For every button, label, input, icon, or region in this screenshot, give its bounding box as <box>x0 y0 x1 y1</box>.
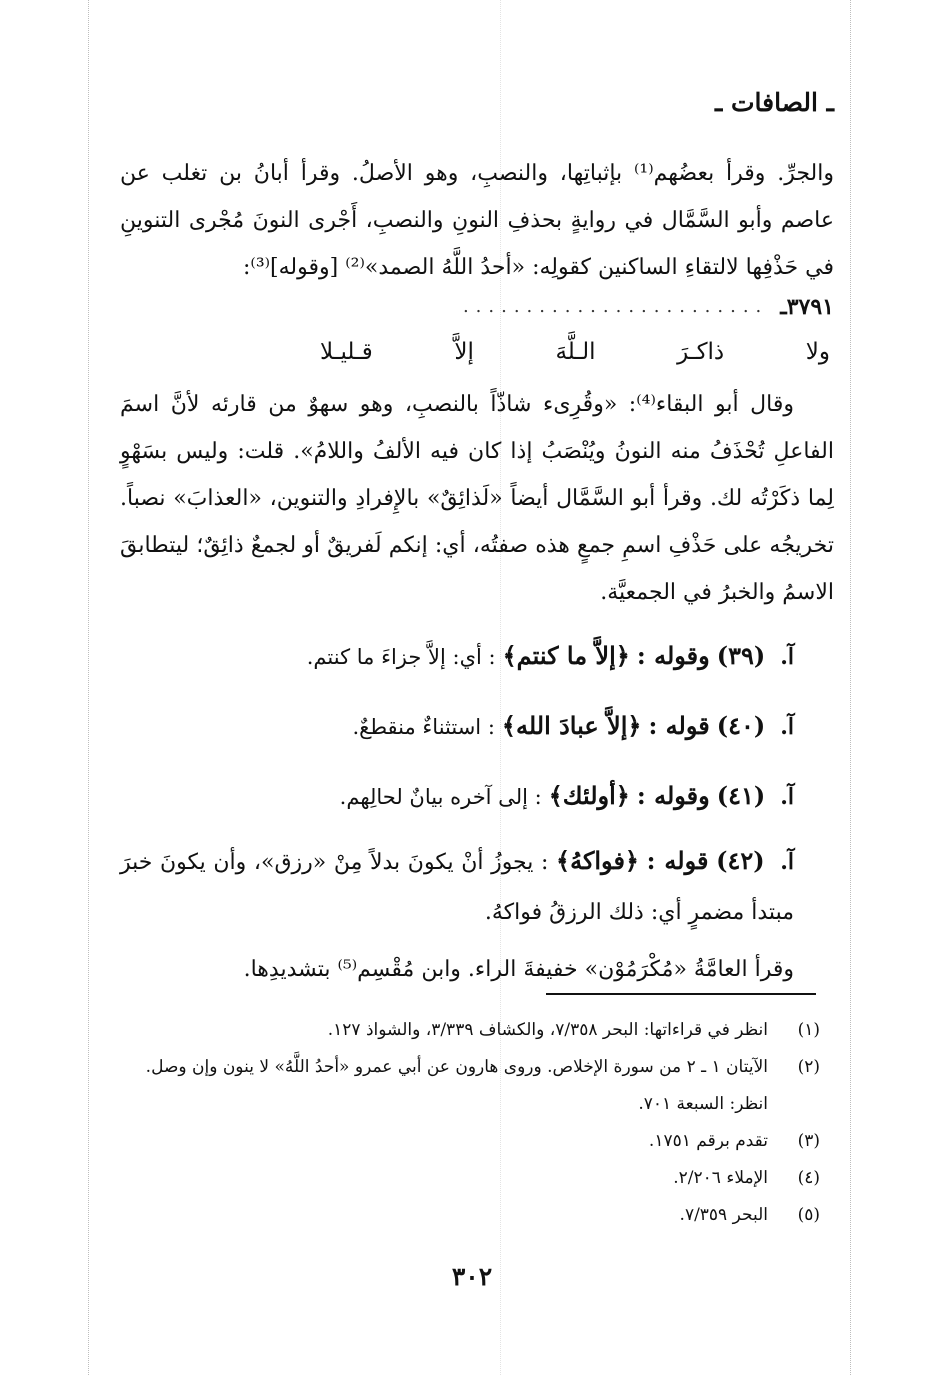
poetry-verse <box>120 323 834 381</box>
verse-word: ولا <box>805 339 830 365</box>
ayah-mark: آ. <box>780 784 794 810</box>
ayah-number: (٣٩) <box>716 641 766 670</box>
footnote <box>120 1197 820 1234</box>
ayah-mark: آ. <box>780 714 794 740</box>
ayah-label: وقوله : <box>636 641 710 670</box>
footnote-divider <box>546 993 816 995</box>
margin-guide-left <box>88 0 89 1375</box>
footnote <box>120 1160 820 1197</box>
verse-word: إلاَّ <box>454 339 474 365</box>
paragraph-2: وقال أبو البقاء⁽⁴⁾: «وقُرِىء شاذّاً بالنصبِ، وهو سهوٌ من قارئه لأنَّ اسمَ الفاعلِ تُحْذَفُ منه النونُ ويُنْصَبُ إذا كان فيه الألفُ واللامُ». قلت: وليس بسَهْوٍ لِما ذكَرْتُه لك. وقرأ أبو السَّمَّال أيضاً «لَذائِقٌ» بالإِفرادِ والتنوين، «العذابَ» نصباً. تخريجُه على حَذْفِ اسمِ جمعٍ هذه صفتُه، أي: إنكم لَفريقٌ أو لجمعٌ ذائِقٌ؛ ليتطابقَ الاسمُ والخبرُ في الجمعيَّة. <box>120 392 834 605</box>
footnote-number: (٢) <box>797 1057 820 1077</box>
verse-word: قـليـلا <box>320 339 373 365</box>
page-number: ٣٠٢ <box>451 1262 493 1291</box>
footnote <box>120 1012 820 1049</box>
paragraph-3: وقرأ العامَّةُ «مُكْرَمُوْن» خفيفةَ الراء. وابن مُقْسِم⁽⁵⁾ بتشديدِها. <box>243 957 794 982</box>
footnote-text: انظر في قراءاتها: البحر ٧/٣٥٨، والكشاف ٣/٣٣٩، والشواذ ١٢٧. <box>327 1020 768 1040</box>
ayah-explanation: : يجوزُ أنْ يكونَ بدلاً مِنْ «رزق»، وأن يكونَ خبرَ مبتدأ مضمرٍ أي: ذلك الرزقُ فواكهُ. <box>120 850 794 925</box>
footnote-text: تقدم برقم ١٧٥١. <box>648 1131 768 1151</box>
footnotes <box>120 1012 820 1234</box>
ayah-label: قوله : <box>646 846 709 875</box>
ayah-mark: آ. <box>780 849 794 875</box>
verse-reference <box>120 291 834 323</box>
running-header: ـ الصافات ـ <box>714 88 834 117</box>
ayah-explanation: : أي: إلاَّ جزاءَ ما كنتم. <box>306 645 496 669</box>
ayah-explanation: : استثناءٌ منقطعٌ. <box>352 715 495 739</box>
paragraph-1: والجرِّ. وقرأ بعضُهم⁽¹⁾ بإثباتِها، والنصبِ، وهو الأصلُ. وقرأ أبانُ بن تغلب عن عاصم وأبو السَّمَّال في روايةٍ بحذفِ النونِ والنصبِ، أَجْرى النونَ مُجْرى التنوينِ في حَذْفِها لالتقاءِ الساكنين كقولِه: «أحدُ اللَّهُ الصمد»⁽²⁾ [وقوله]⁽³⁾: <box>120 161 834 280</box>
ayah-42 <box>120 836 834 938</box>
verse-dots: ........................ <box>462 296 769 317</box>
ayah-quote: ﴿أولئك﴾ <box>548 781 630 810</box>
margin-guide-right <box>850 0 851 1375</box>
ayah-40 <box>120 696 834 756</box>
ayah-41 <box>120 766 834 826</box>
footnote-text: الآيتان ١ ـ ٢ من سورة الإخلاص. وروى هارون عن أبي عمرو «أحدُ اللَّهُ» لا ينون وإن وصل. انظر: السبعة ٧٠١. <box>145 1057 768 1114</box>
ayah-label: قوله : <box>648 711 710 740</box>
ayah-quote: ﴿فواكهُ﴾ <box>556 846 639 875</box>
ayah-number: (٤٢) <box>716 846 765 875</box>
verse-word: الـلَّهَ <box>555 339 596 365</box>
ayah-number: (٤٠) <box>716 711 766 740</box>
ayah-mark: آ. <box>780 644 794 670</box>
ayah-quote: ﴿إلاَّ عبادَ الله﴾ <box>501 711 642 740</box>
ayah-39 <box>120 626 834 686</box>
footnote-text: الإملاء ٢/٢٠٦. <box>673 1168 768 1188</box>
footnote-number: (٤) <box>797 1168 820 1188</box>
footnote <box>120 1123 820 1160</box>
ayah-label: وقوله : <box>636 781 710 810</box>
footnote <box>120 1049 820 1123</box>
ayah-quote: ﴿إلاَّ ما كنتم﴾ <box>502 641 630 670</box>
verse-word: ذاكـرَ <box>677 339 725 365</box>
ayah-number: (٤١) <box>716 781 766 810</box>
footnote-text: البحر ٧/٣٥٩. <box>679 1205 768 1225</box>
footnote-number: (٥) <box>797 1205 820 1225</box>
ayah-explanation: : إلى آخره بيانٌ لحالِهم. <box>339 785 542 809</box>
main-text <box>120 150 834 993</box>
verse-number: ٣٧٩١ـ <box>780 294 834 320</box>
footnote-number: (١) <box>797 1020 820 1040</box>
footnote-number: (٣) <box>797 1131 820 1151</box>
